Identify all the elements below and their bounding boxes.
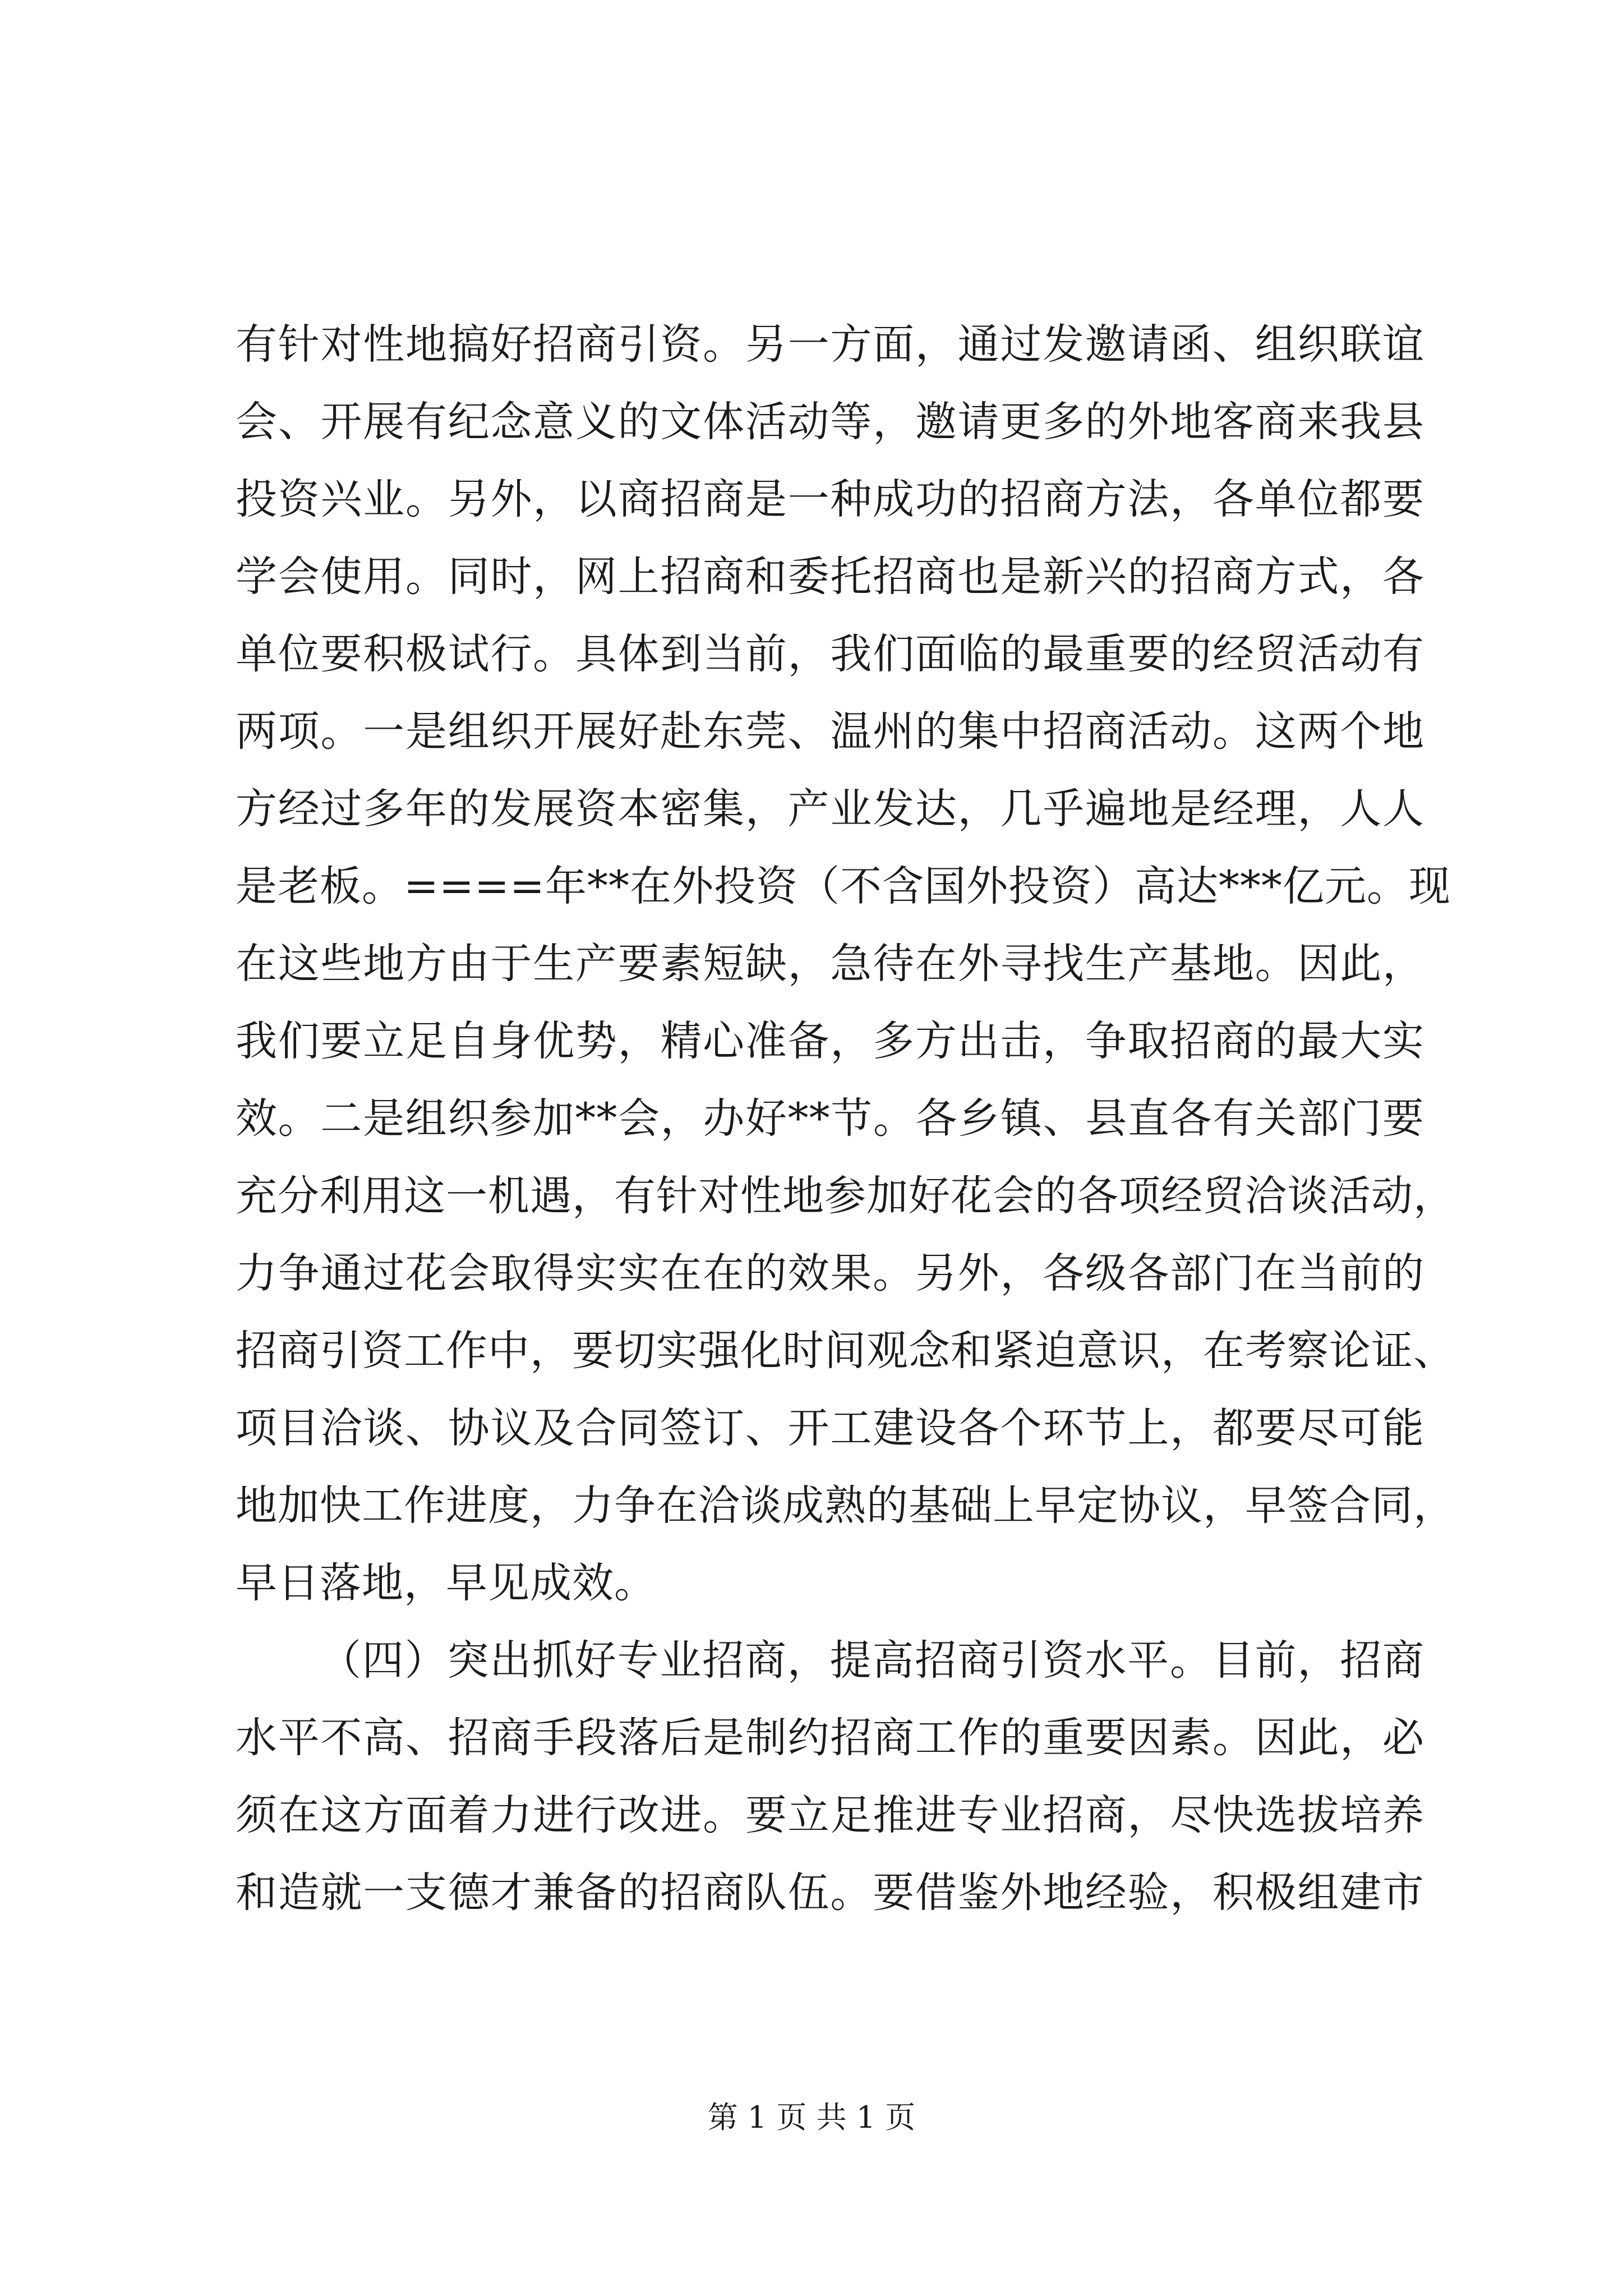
text-line: 招商引资工作中，要切实强化时间观念和紧迫意识，在考察论证、 [236, 1327, 1455, 1375]
text-line: 早日落地，早见成效。 [236, 1559, 656, 1607]
text-line: 两项。一是组织开展好赴东莞、温州的集中招商活动。这两个地 [236, 707, 1424, 756]
text-line: 效。二是组织参加**会，办好**节。各乡镇、县直各有关部门要 [236, 1094, 1424, 1143]
text-line: 我们要立足自身优势，精心准备，多方出击，争取招商的最大实 [236, 1017, 1424, 1065]
text-line: 方经过多年的发展资本密集，产业发达，几乎遍地是经理，人人 [236, 785, 1424, 833]
text-line: 地加快工作进度，力争在洽谈成熟的基础上早定协议，早签合同， [236, 1481, 1455, 1530]
text-line: 在这些地方由于生产要素短缺，急待在外寻找生产基地。因此， [236, 940, 1424, 988]
text-line: 会、开展有纪念意义的文体活动等，邀请更多的外地客商来我县 [236, 398, 1424, 446]
text-line: 有针对性地搞好招商引资。另一方面，通过发邀请函、组织联谊 [236, 320, 1424, 369]
page-footer: 第 1 页 共 1 页 [707, 2100, 916, 2135]
text-line: 投资兴业。另外，以商招商是一种成功的招商方法，各单位都要 [236, 475, 1424, 523]
text-line: 学会使用。同时，网上招商和委托招商也是新兴的招商方式，各 [236, 553, 1424, 601]
text-line: 项目洽谈、协议及合同签订、开工建设各个环节上，都要尽可能 [236, 1404, 1424, 1452]
text-line: （四）突出抓好专业招商，提高招商引资水平。目前，招商 [320, 1636, 1424, 1685]
document-body [236, 306, 1455, 1931]
text-line: 水平不高、招商手段落后是制约招商工作的重要因素。因此，必 [236, 1714, 1424, 1762]
text-line: 力争通过花会取得实实在在的效果。另外，各级各部门在当前的 [236, 1249, 1424, 1297]
text-line: 单位要积极试行。具体到当前，我们面临的最重要的经贸活动有 [236, 630, 1424, 678]
text-line: 须在这方面着力进行改进。要立足推进专业招商，尽快选拔培养 [236, 1791, 1424, 1839]
text-line: 是老板。====年**在外投资（不含国外投资）高达***亿元。现 [236, 862, 1451, 910]
text-line: 充分利用这一机遇，有针对性地参加好花会的各项经贸洽谈活动， [236, 1172, 1455, 1220]
text-line: 和造就一支德才兼备的招商队伍。要借鉴外地经验，积极组建市 [236, 1869, 1424, 1917]
